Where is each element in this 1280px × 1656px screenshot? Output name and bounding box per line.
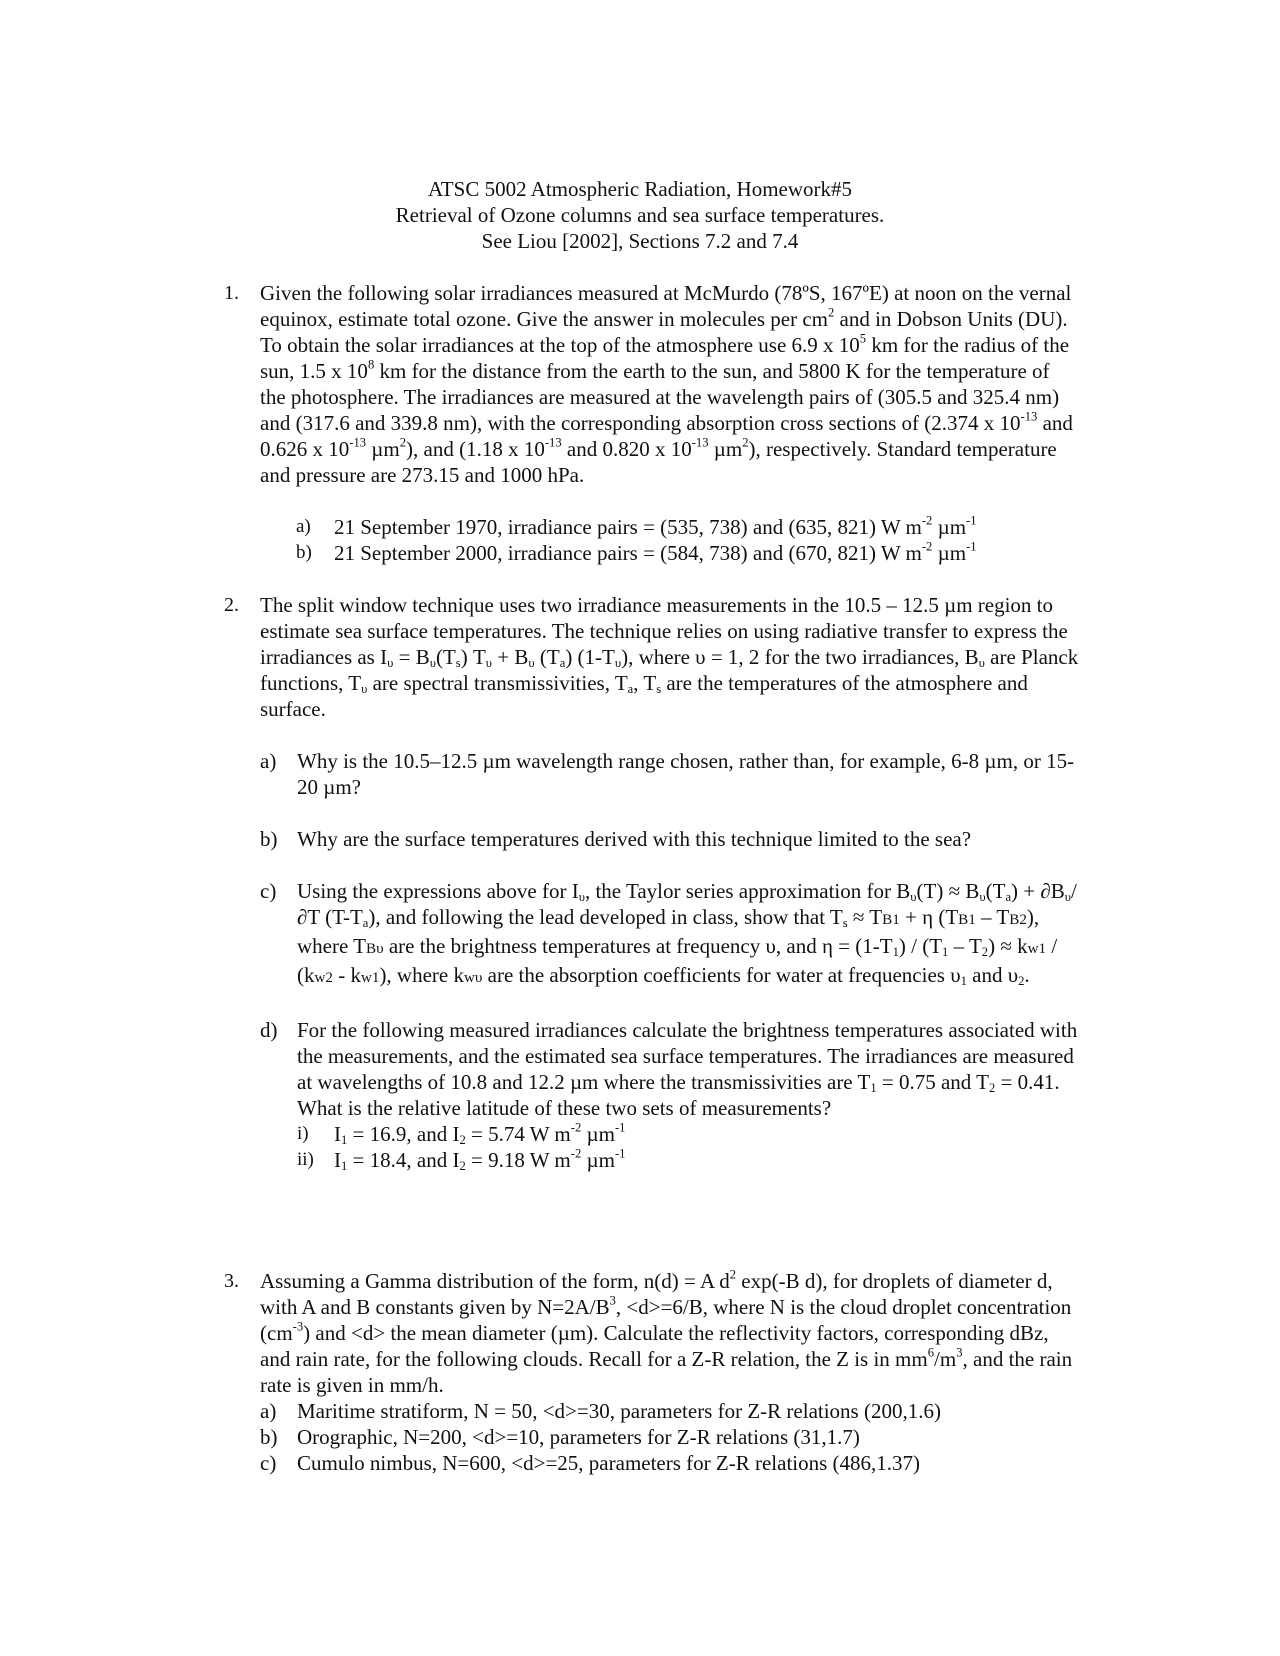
question-3-case-c: c) Cumulo nimbus, N=600, <d>=25, parameters for Z-R relations (486,1.37) (260, 1451, 921, 1475)
question-3-cases (260, 1398, 1080, 1476)
question-2-part-a: a) Why is the 10.5–12.5 µm wavelength range chosen, rather than, for example, 6-8 µm, or 15-20 µm? (260, 749, 1075, 799)
question-1-cases (296, 514, 1096, 566)
case-label: b) (296, 542, 312, 563)
question-3-text: Assuming a Gamma distribution of the form, n(d) = A $d^2$ exp(-B d), for droplets of diameter d, with A and B constants given by $N=2A/B^3$, <d>=6/B, where N is the cloud droplet concentration $(cm^{-3})$ and <d> the mean diameter (µm). Calculate the reflectivity factors, corresponding dBz, and rain rate, for the following clouds. Recall for a Z-R relation, the Z is in $mm^6/m^3$, and the rain rate is given in mm/h. (260, 1267, 1073, 1397)
question-2-number: 2. (224, 594, 239, 616)
assignment-subtitle: Retrieval of Ozone columns and sea surface temperatures. (395, 203, 885, 227)
question-2-part-c: c) Using the expressions above for $I_\upsilon$, the Taylor series approximation for $B_\upsilon(T) \approx B_\upsilon(T_a) + \partial B_\upsilon/\partial T$ $(T-T_a)$, and following the lead developed in class, show that $T_s \approx TB1 + \eta$ (TB1 – TB2), where TBυ are the brightness temperatures at frequency υ, and $\eta = (1-T_1) / (T_1 - T_2) \approx kw1 / (kw2 - kw1)$, where kwυ are the absorption coefficients for water at frequencies $\upsilon_1$ and $\upsilon_2$. (260, 879, 1077, 989)
question-1-case-b: b) 21 September 2000, irradiance pairs = (584, 738) and (670, 821) W $m^{-2}$ µm$^{-1}$ (296, 539, 977, 565)
question-1-number: 1. (224, 282, 239, 304)
question-2-parts (260, 748, 1080, 1199)
course-title: ATSC 5002 Atmospheric Radiation, Homework#5 (427, 177, 853, 201)
question-2-part-b: b) Why are the surface temperatures derived with this technique limited to the sea? (260, 827, 972, 851)
question-2-part-d-case-ii: ii) $I_1 = 18.4$, and $I_2 = 9.18$ W $m^{-2}$ µm$^{-1}$ (297, 1146, 626, 1174)
question-2-part-d: d) For the following measured irradiances calculate the brightness temperatures associated with the measurements, and the estimated sea surface temperatures. The irradiances are measured at wavelengths of 10.8 and 12.2 µm where the transmissivities are $T_1 = 0.75$ and $T_2 = 0.41$. What is the relative latitude of these two sets of measurements? i) $I_1 = 16.9$, and $I_2 = 5.74$ W $m^{-2}$ µm$^{-1}$ ii) $I_1 = 18.4$, and $I_2 = 9.18$ W $m^{-2}$ µm$^{-1}$ (260, 1017, 1080, 1173)
case-label: a) (296, 516, 311, 537)
question-2-text: The split window technique uses two irradiance measurements in the 10.5 – 12.5 µm region to estimate sea surface temperatures. The technique relies on using radiative transfer to express the irradiances as $I_\upsilon = B_\upsilon(T_s) T_\upsilon + B_\upsilon$ $(T_a)$ $(1-T_\upsilon)$, where υ = 1, 2 for the two irradiances, $B_\upsilon$ are Planck functions, $T_\upsilon$ are spectral transmissivities, $T_a$, $T_s$ are the temperatures of the atmosphere and surface. (260, 593, 1079, 721)
question-1-case-a: a) 21 September 1970, irradiance pairs = (535, 738) and (635, 821) W $m^{-2}$ µm$^{-1}$ (296, 513, 977, 539)
question-3-case-b: b) Orographic, N=200, <d>=10, parameters for Z-R relations (31,1.7) (260, 1425, 860, 1449)
question-3-case-a: a) Maritime stratiform, N = 50, <d>=30, parameters for Z-R relations (200,1.6) (260, 1399, 941, 1423)
question-2-part-d-case-i: i) $I_1 = 16.9$, and $I_2 = 5.74$ W $m^{-2}$ µm$^{-1}$ (297, 1120, 626, 1148)
reading-reference: See Liou [2002], Sections 7.2 and 7.4 (481, 229, 799, 253)
question-1-text: Given the following solar irradiances measured at McMurdo (78ºS, 167ºE) at noon on the vernal equinox, estimate total ozone. Give the answer in molecules per $cm^2$ and in Dobson Units (DU). To obtain the solar irradiances at the top of the atmosphere use 6.9 x $10^5$ km for the radius of the sun, 1.5 x $10^8$ km for the distance from the earth to the sun, and 5800 K for the temperature of the photosphere. The irradiances are measured at the wavelength pairs of (305.5 and 325.4 nm) and (317.6 and 339.8 nm), with the corresponding absorption cross sections of (2.374 x $10^{-13}$ and 0.626 x $10^{-13}$ µm$^2$), and (1.18 x $10^{-13}$ and 0.820 x $10^{-13}$ µm$^2$), respectively. Standard temperature and pressure are 273.15 and 1000 hPa. (260, 281, 1073, 487)
question-3-number: 3. (224, 1270, 239, 1292)
